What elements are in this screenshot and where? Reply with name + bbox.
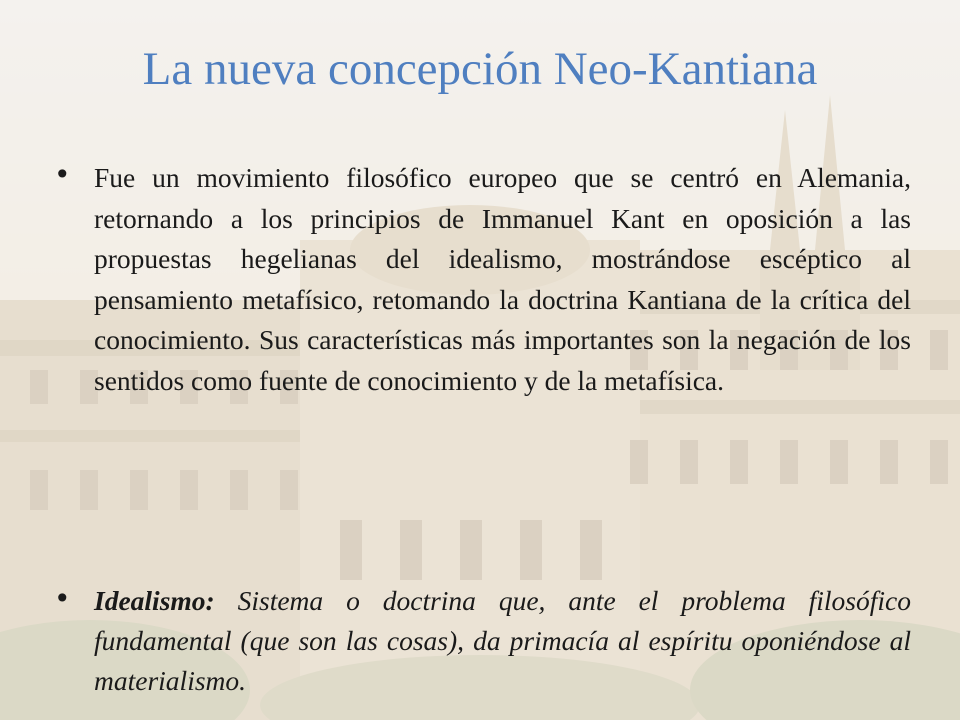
slide-title: La nueva concepción Neo-Kantiana bbox=[142, 43, 818, 95]
bullet-paragraph-neokantianism: Fue un movimiento filosófico europeo que se centró en Alemania, retornando a los principios de Immanuel Kant en oposición a las propuestas hegelianas del idealismo, mostrándose escéptico al pensamiento metafísico, retomando la doctrina Kantiana de la crítica del conocimiento. Sus características más importantes son la negación de los sentidos como fuente de conocimiento y de la metafísica. bbox=[94, 162, 911, 396]
definition-term: Idealismo: bbox=[94, 585, 215, 616]
bullet-paragraph-idealismo bbox=[94, 581, 911, 701]
bullet-marker: • bbox=[54, 582, 71, 615]
definition-text: Sistema o doctrina que, ante el problema filosófico fundamental (que son las cosas), da primacía al espíritu oponiéndose al materialismo. bbox=[94, 585, 911, 696]
bullet-marker: • bbox=[54, 158, 71, 191]
